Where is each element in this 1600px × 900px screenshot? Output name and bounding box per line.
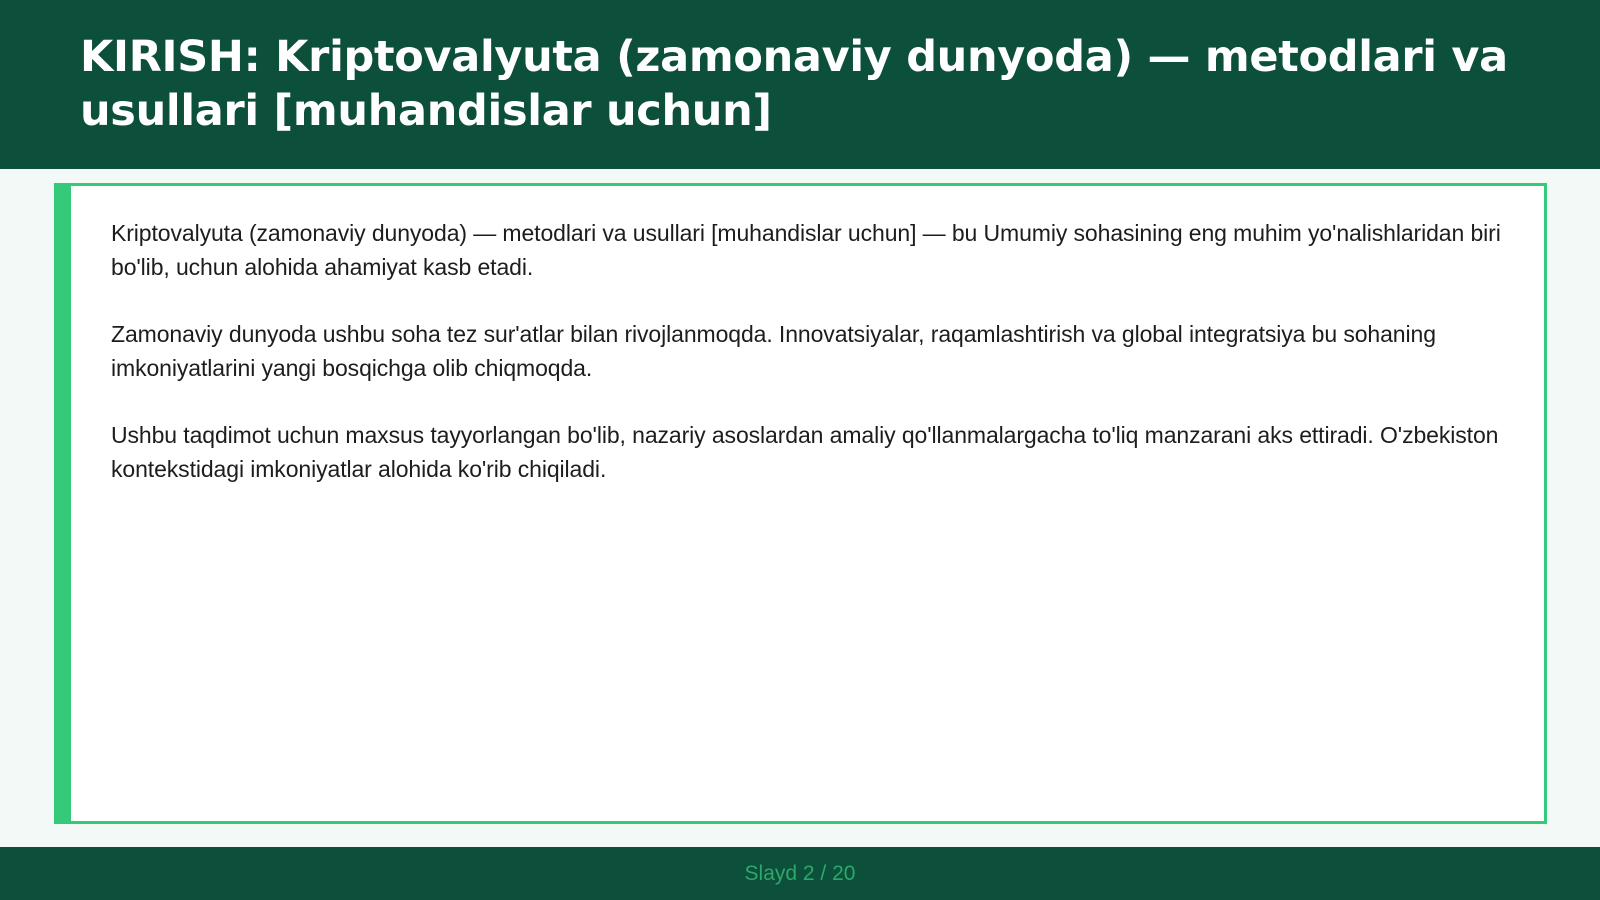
slide-header (0, 0, 1600, 169)
slide-footer (0, 847, 1600, 900)
slide-counter: Slayd 2 / 20 (744, 861, 856, 885)
presentation-paragraph: Ushbu taqdimot uchun maxsus tayyorlangan bo'lib, nazariy asoslardan amaliy qo'llanmalargacha to'liq manzarani aks ettiradi. O'zbekiston kontekstidagi imkoniyatlar alohida ko'rib chiqiladi. (111, 422, 1499, 482)
slide-title: KIRISH: Kriptovalyuta (zamonaviy dunyoda) — metodlari va usullari [muhandislar uchun] (80, 32, 1508, 136)
modern-world-paragraph: Zamonaviy dunyoda ushbu soha tez sur'atlar bilan rivojlanmoqda. Innovatsiyalar, raqamlashtirish va global integratsiya bu sohaning imkoniyatlarini yangi bosqichga olib chiqmoqda. (111, 321, 1436, 381)
content-card (54, 183, 1547, 824)
intro-paragraph: Kriptovalyuta (zamonaviy dunyoda) — metodlari va usullari [muhandislar uchun] — bu Umumiy sohasining eng muhim yo'nalishlaridan biri bo'lib, uchun alohida ahamiyat kasb etadi. (111, 220, 1501, 280)
